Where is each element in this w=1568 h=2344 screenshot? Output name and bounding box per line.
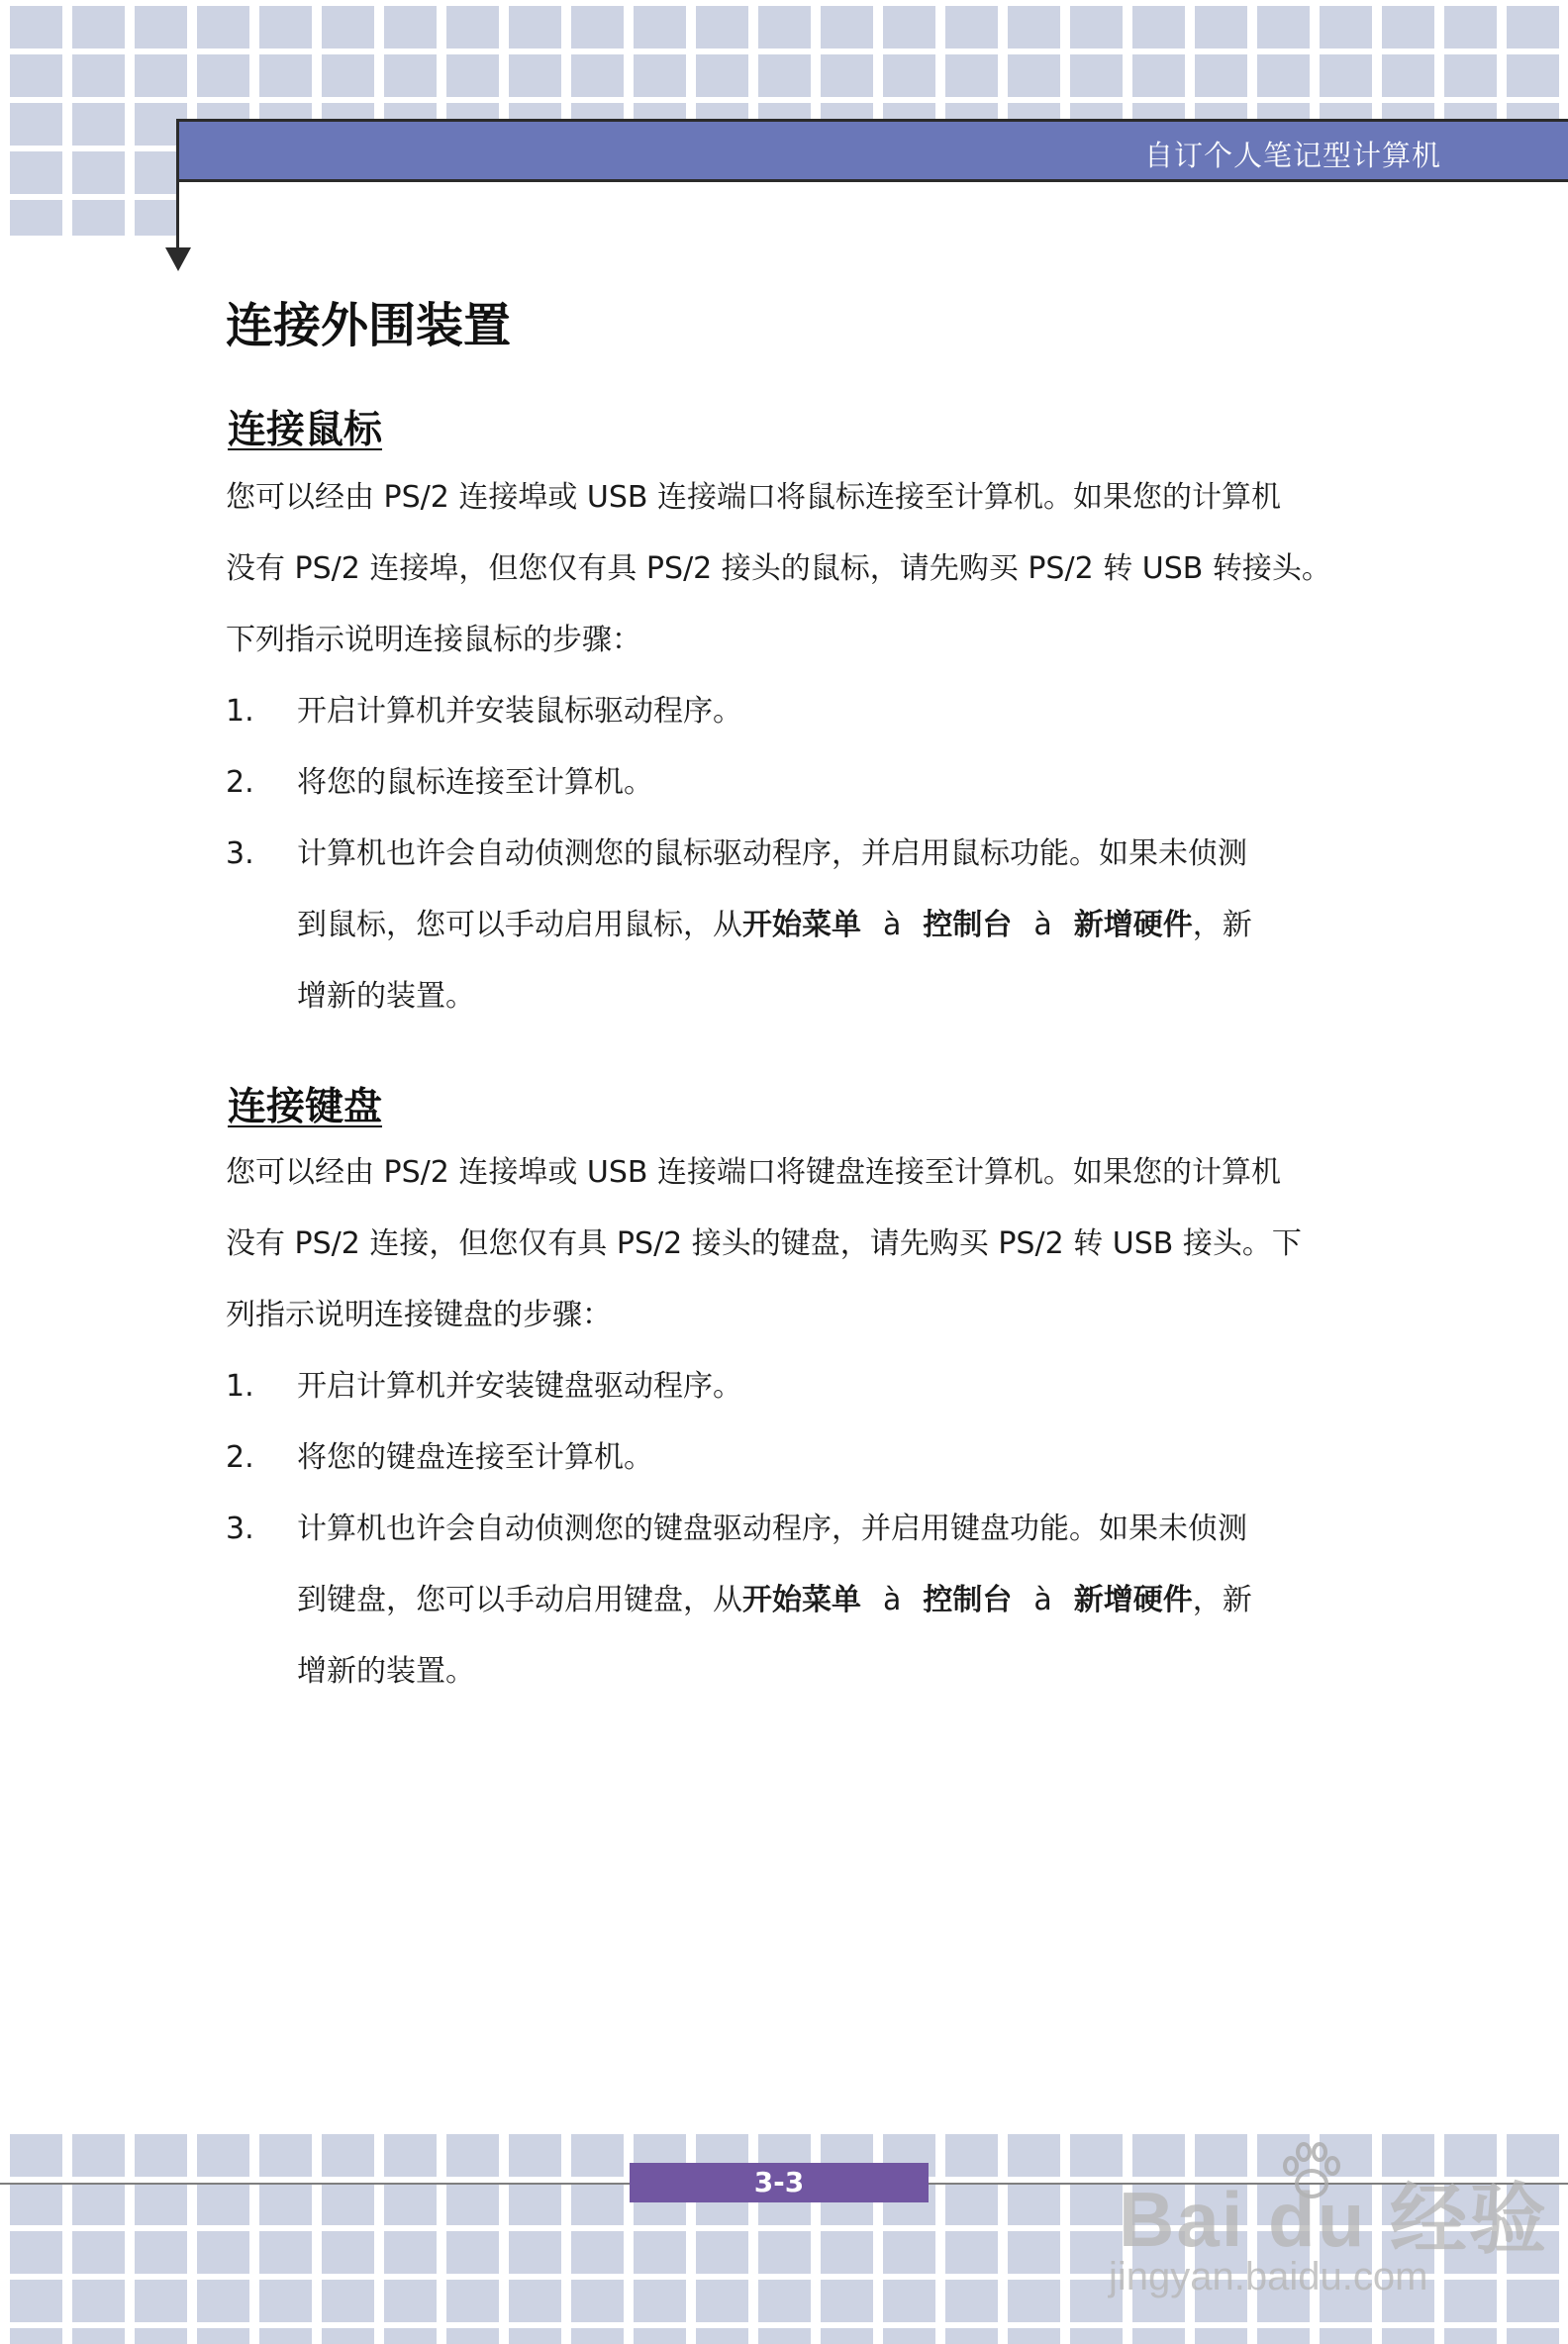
menu-path-arrow: à — [1033, 1583, 1052, 1617]
step-text: 将您的鼠标连接至计算机。 — [297, 765, 653, 800]
step-number: 2. — [226, 765, 254, 800]
mouse-intro-line: 下列指示说明连接鼠标的步骤： — [226, 623, 641, 657]
baidu-watermark — [1109, 2138, 1549, 2336]
menu-path-add-hardware: 新增硬件 — [1073, 908, 1193, 942]
section-title-mouse: 连接鼠标 — [228, 408, 383, 452]
step-number: 1. — [226, 1369, 254, 1404]
step-text-part: ，新 — [1192, 908, 1252, 942]
down-arrow-icon — [165, 247, 191, 271]
step-number: 2. — [226, 1440, 254, 1475]
header-title: 自订个人笔记型计算机 — [1143, 139, 1441, 172]
keyboard-intro-line: 没有 PS/2 连接，但您仅有具 PS/2 接头的键盘，请先购买 PS/2 转 USB 接头。下 — [226, 1226, 1302, 1261]
step-text-part: 到键盘，您可以手动启用键盘，从 — [297, 1583, 742, 1617]
mouse-intro-line: 没有 PS/2 连接埠，但您仅有具 PS/2 接头的鼠标，请先购买 PS/2 转 USB 转接头。 — [226, 551, 1331, 586]
mouse-intro-line: 您可以经由 PS/2 连接埠或 USB 连接端口将鼠标连接至计算机。如果您的计算机 — [226, 480, 1282, 515]
step-number: 3. — [226, 1512, 254, 1546]
menu-path-add-hardware: 新增硬件 — [1073, 1583, 1193, 1617]
header-arrow-stem — [176, 119, 179, 251]
header-bar — [176, 119, 1568, 182]
header-mask — [179, 182, 1568, 236]
mouse-intro — [226, 462, 1354, 676]
step-text: 将您的键盘连接至计算机。 — [297, 1440, 653, 1475]
menu-path-arrow: à — [883, 1583, 902, 1617]
menu-path-control-panel: 控制台 — [923, 908, 1013, 942]
keyboard-intro-line: 您可以经由 PS/2 连接埠或 USB 连接端口将键盘连接至计算机。如果您的计算机 — [226, 1155, 1282, 1190]
step-text — [297, 1565, 1354, 1636]
keyboard-intro — [226, 1137, 1354, 1351]
step-text: 计算机也许会自动侦测您的鼠标驱动程序，并启用鼠标功能。如果未侦测 — [297, 836, 1247, 871]
step-text: 增新的装置。 — [297, 1654, 475, 1689]
menu-path-start: 开始菜单 — [742, 908, 861, 942]
menu-path-start: 开始菜单 — [742, 1583, 861, 1617]
page-number: 3-3 — [630, 2163, 929, 2202]
step-text-part: 到鼠标，您可以手动启用鼠标，从 — [297, 908, 742, 942]
step-number: 3. — [226, 836, 254, 871]
step-text — [297, 890, 1354, 961]
menu-path-control-panel: 控制台 — [923, 1583, 1013, 1617]
menu-path-arrow: à — [883, 908, 902, 942]
watermark-brand: Bai du 经验 — [1119, 2176, 1549, 2263]
keyboard-intro-line: 列指示说明连接键盘的步骤： — [226, 1298, 612, 1332]
section-title-keyboard: 连接键盘 — [228, 1085, 383, 1129]
step-text: 开启计算机并安装键盘驱动程序。 — [297, 1369, 742, 1404]
step-text: 开启计算机并安装鼠标驱动程序。 — [297, 694, 742, 729]
step-text: 增新的装置。 — [297, 979, 475, 1014]
step-text-part: ，新 — [1192, 1583, 1252, 1617]
step-text: 计算机也许会自动侦测您的键盘驱动程序，并启用键盘功能。如果未侦测 — [297, 1512, 1247, 1546]
page-title: 连接外围装置 — [226, 298, 512, 353]
step-number: 1. — [226, 694, 254, 729]
watermark-url: jingyan.baidu.com — [1109, 2255, 1428, 2298]
menu-path-arrow: à — [1033, 908, 1052, 942]
